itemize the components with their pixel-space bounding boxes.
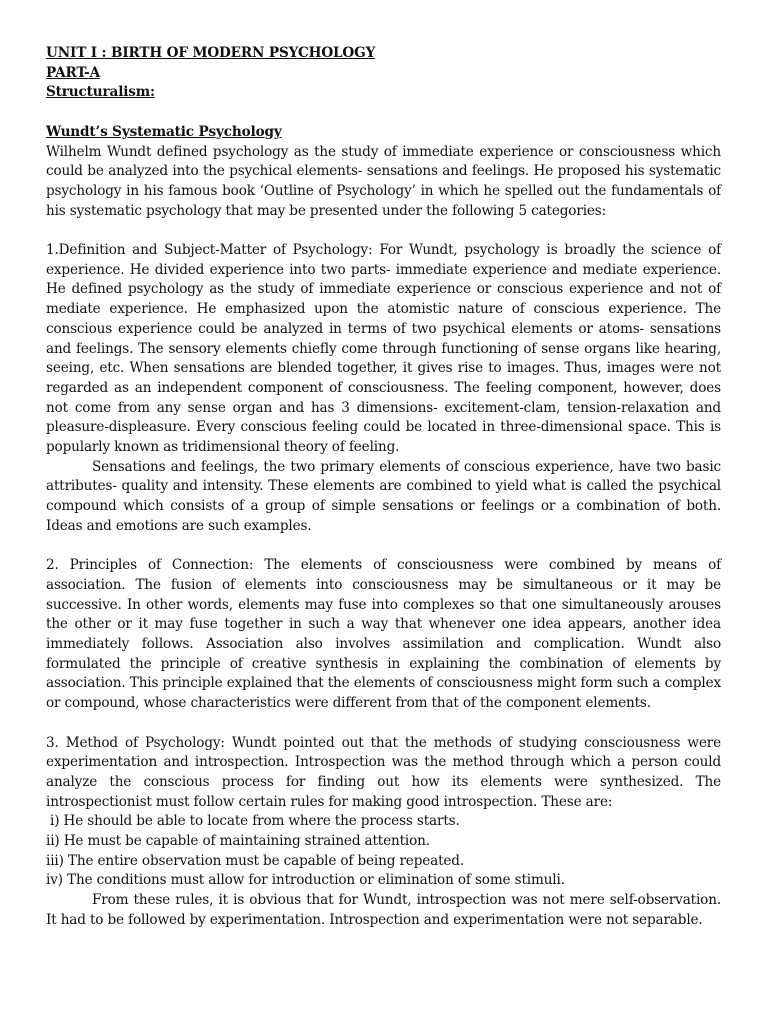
document-page — [46, 44, 721, 931]
rule-item: i) He should be able to locate from where the process starts. — [50, 813, 460, 830]
section-heading: Structuralism: — [46, 84, 155, 101]
rule-item: ii) He must be capable of maintaining strained attention. — [46, 833, 430, 850]
spacer — [46, 103, 721, 123]
spacer — [46, 714, 721, 734]
rule-item: iii) The entire observation must be capable of being repeated. — [46, 852, 465, 869]
unit-heading: UNIT I : BIRTH OF MODERN PSYCHOLOGY — [46, 45, 376, 61]
definition-continuation: Sensations and feelings, the two primary elements of conscious experience, have two basic attributes- quality and intensity. These elements are combined to yield what is called the psychical compound which consists of a group of simple sensations or feelings or a combination of both. Ideas and emotions are such examples. — [46, 458, 721, 534]
spacer — [46, 221, 721, 241]
part-heading: PART-A — [46, 64, 100, 81]
rule-item: iv) The conditions must allow for introduction or elimination of some stimuli. — [46, 872, 565, 889]
spacer — [46, 537, 721, 557]
intro-paragraph: Wilhelm Wundt defined psychology as the study of immediate experience or consciousness which could be analyzed into the psychical elements- sensations and feelings. He proposed his systematic psychology in his famous book ‘Outline of Psychology’ in which he spelled out the fundamentals of his systematic psychology that may be presented under the following 5 categories: — [46, 143, 721, 219]
subsection-heading: Wundt’s Systematic Psychology — [46, 123, 282, 140]
definition-paragraph: 1.Definition and Subject-Matter of Psychology: For Wundt, psychology is broadly the science of experience. He divided experience into two parts- immediate experience and mediate experience. He defined psychology as the study of immediate experience or conscious experience and not of mediate experience. He emphasized upon the atomistic nature of conscious experience. The conscious experience could be analyzed in terms of two psychical elements or atoms- sensations and feelings. The sensory elements chiefly come through functioning of sense organs like hearing, seeing, etc. When sensations are blended together, it gives rise to images. Thus, images were not regarded as an independent component of consciousness. The feeling component, however, does not come from any sense organ and has 3 dimensions- excitement-clam, tension-relaxation and pleasure-displeasure. Every conscious feeling could be located in three-dimensional space. This is popularly known as tridimensional theory of feeling. — [46, 242, 721, 456]
method-continuation: From these rules, it is obvious that for Wundt, introspection was not mere self-observation. It had to be followed by experimentation. Introspection and experimentation were not separable. — [46, 892, 721, 928]
connection-paragraph: 2. Principles of Connection: The elements of consciousness were combined by means of association. The fusion of elements into consciousness may be simultaneous or it may be successive. In other words, elements may fuse into complexes so that one simultaneously arouses the other or it may fuse together in such a way that whenever one idea appears, another idea immediately follows. Association also involves assimilation and complication. Wundt also formulated the principle of creative synthesis in explaining the combination of elements by association. This principle explained that the elements of consciousness might form such a complex or compound, whose characteristics were different from that of the component elements. — [46, 557, 721, 712]
method-paragraph: 3. Method of Psychology: Wundt pointed out that the methods of studying consciousness were experimentation and introspection. Introspection was the method through which a person could analyze the conscious process for finding out how its elements were synthesized. The introspectionist must follow certain rules for making good introspection. These are: — [46, 734, 721, 810]
